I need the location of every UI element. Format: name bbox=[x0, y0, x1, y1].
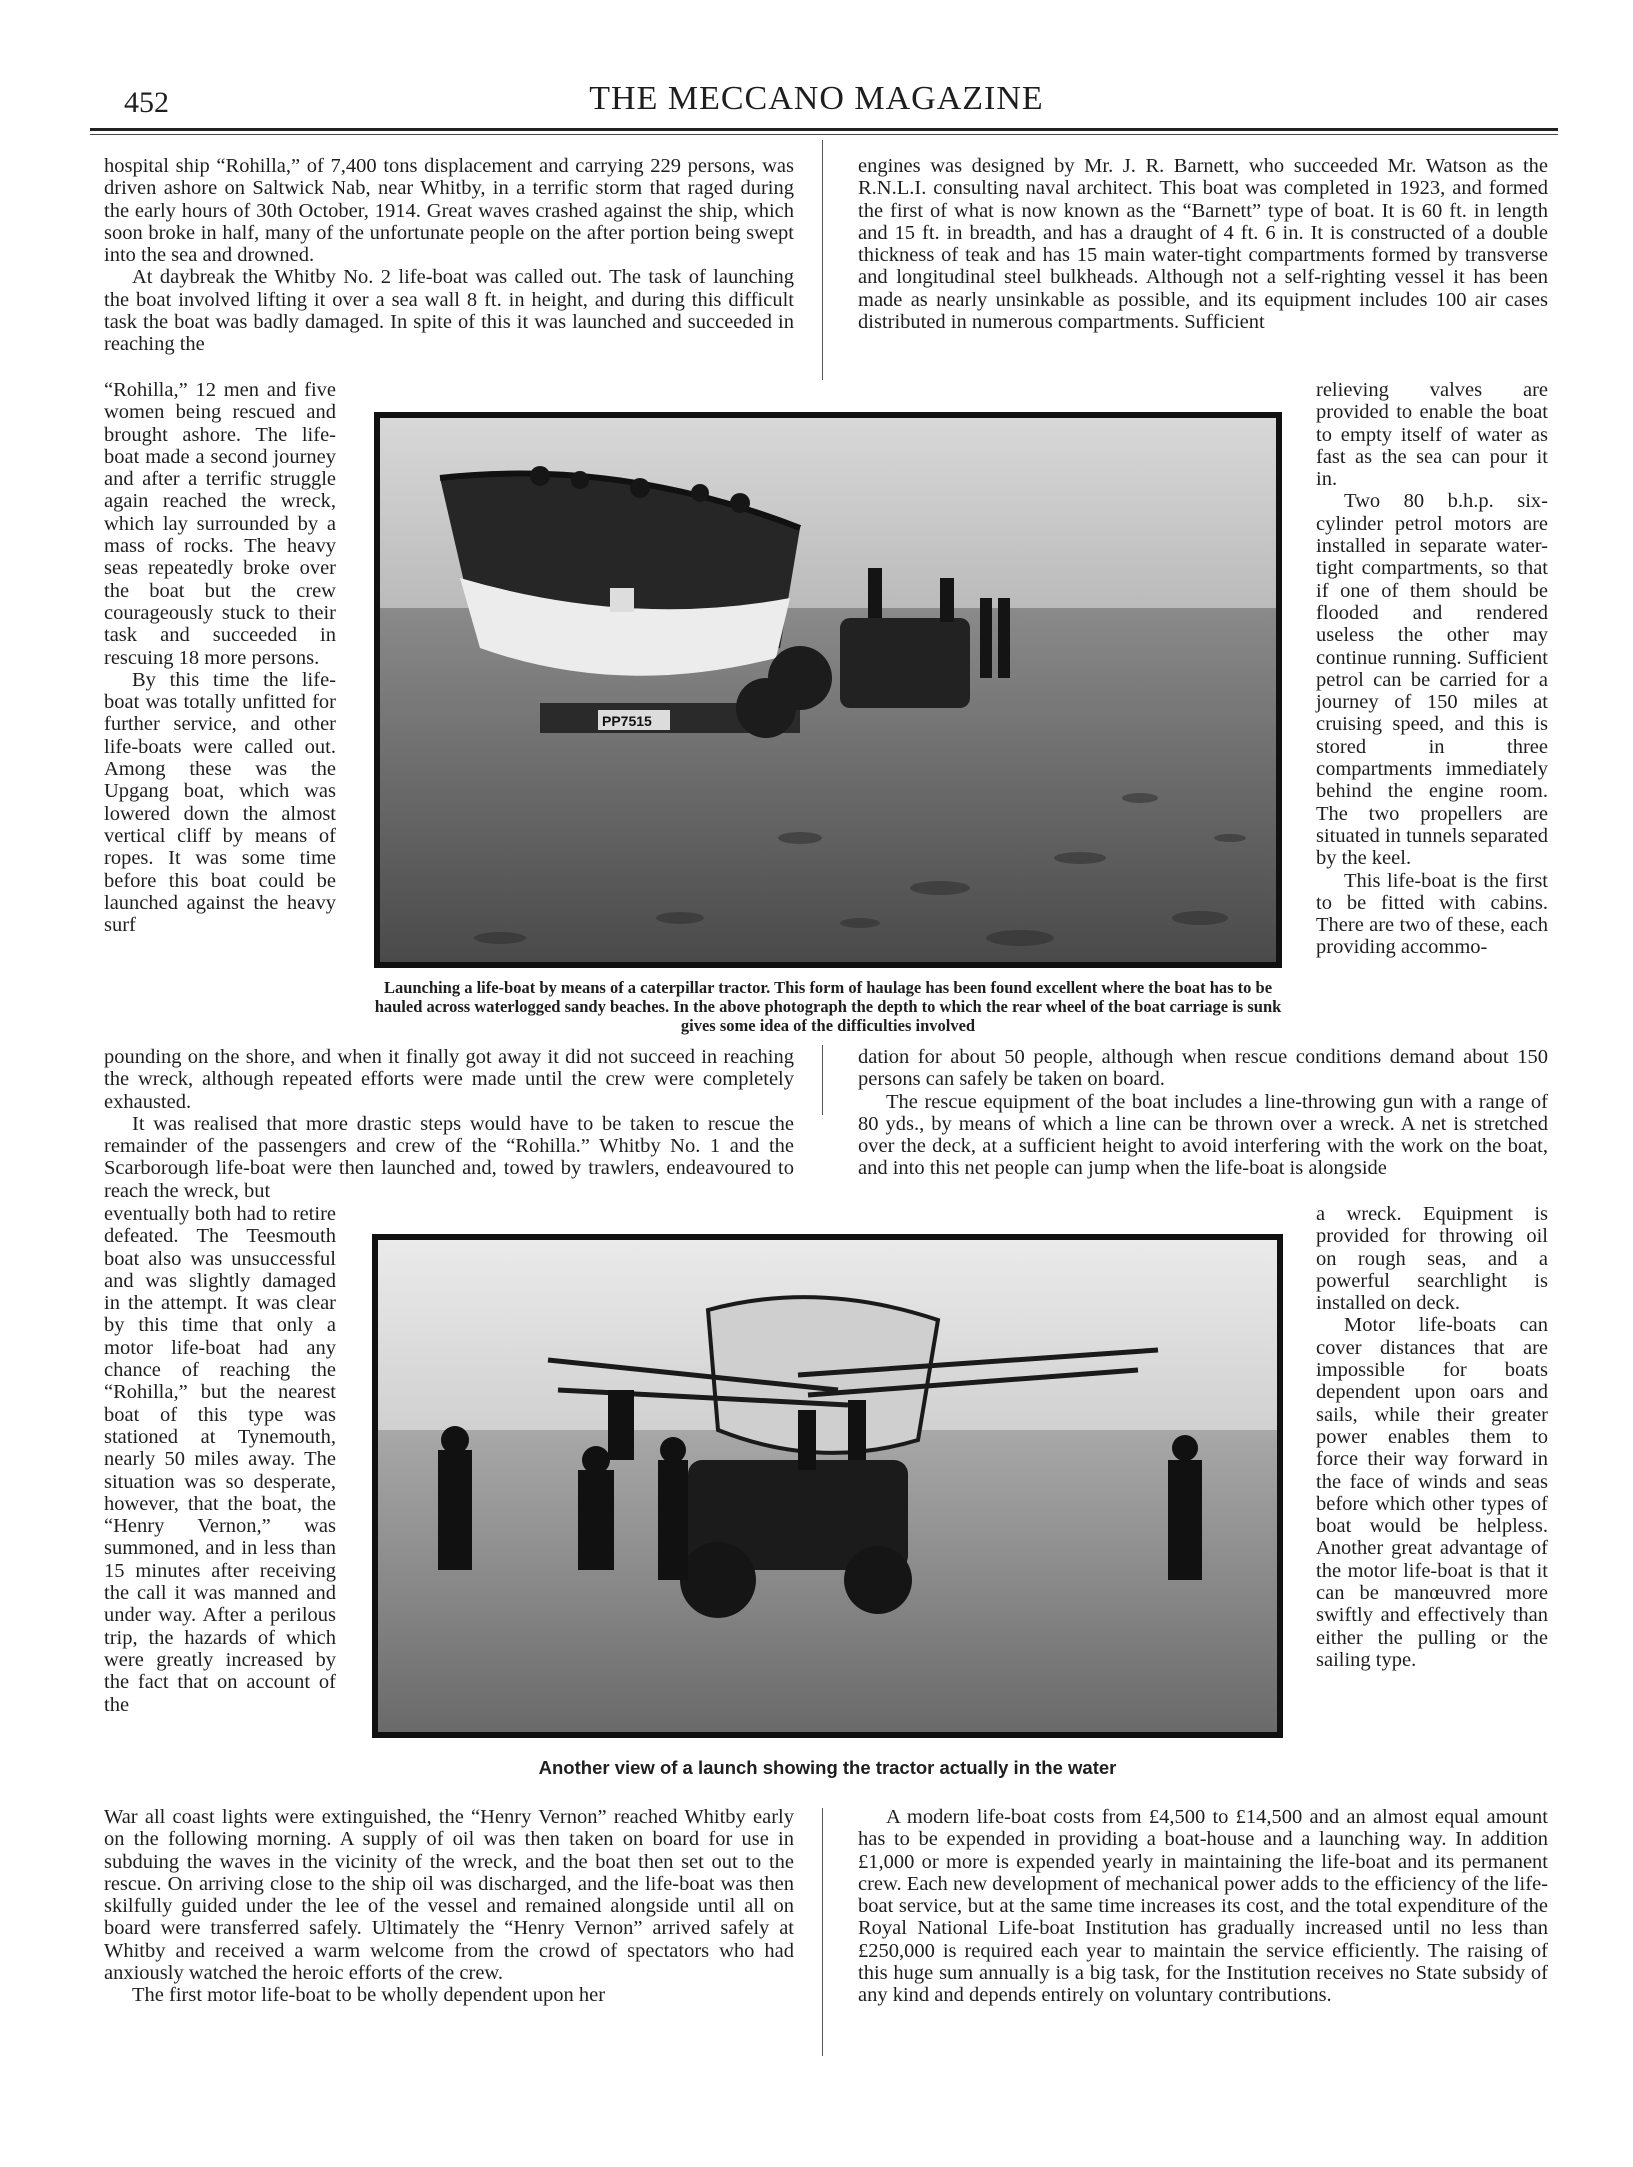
photo-caption-2: Another view of a launch showing the tractor actually in the water bbox=[538, 1757, 1117, 1778]
header-rule bbox=[90, 128, 1558, 131]
paragraph: a wreck. Equipment is provided for throwing oil on rough seas, and a powerful searchlight is installed on deck. bbox=[1316, 1203, 1548, 1315]
left-column-narrow-1 bbox=[104, 379, 336, 936]
paragraph: At daybreak the Whitby No. 2 life-boat was called out. The task of launching the boat involved lifting it over a sea wall 8 ft. in height, and during this difficult task the boat was badly damaged. In spite of this it was launched and succeeded in reaching the bbox=[104, 266, 794, 356]
paragraph: War all coast lights were extinguished, the “Henry Vernon” reached Whitby early on the following morning. A supply of oil was then taken on board for use in subduing the waves in the vicinity of the wreck, and the boat then set out to the rescue. On arriving close to the ship oil was discharged, and the life-boat was then skilfully guided under the lee of the vessel and remained alongside until all on board were transferred safely. Ultimately the “Henry Vernon” arrived safely at Whitby and received a warm welcome from the crowd of spectators who had anxiously watched the heroic efforts of the crew. bbox=[104, 1806, 794, 1985]
paragraph: It was realised that more drastic steps would have to be taken to rescue the remainder of the passengers and crew of the “Rohilla.” Whitby No. 1 and the Scarborough life-boat were then launched and, towed by trawlers, endeavoured to reach the wreck, but bbox=[104, 1112, 794, 1202]
lifeboat-tractor-photo bbox=[374, 412, 1282, 968]
tractor-in-water-photo bbox=[372, 1234, 1283, 1738]
left-column-top bbox=[104, 155, 794, 356]
right-column-narrow-2 bbox=[1316, 1203, 1548, 1671]
paragraph: By this time the life-boat was totally unfitted for further service, and other life-boats were called out. Among these was the Upgang boat, which was lowered down the almost vertical cliff by means of ropes. It was some time before this boat could be launched against the heavy surf bbox=[104, 668, 336, 937]
right-column-bottom bbox=[858, 1806, 1548, 2007]
paragraph: The first motor life-boat to be wholly dependent upon her bbox=[132, 1984, 606, 2007]
column-divider-middle bbox=[822, 1045, 823, 1115]
column-divider-bottom bbox=[822, 1808, 823, 2056]
right-column-middle bbox=[858, 1046, 1548, 1180]
page-number: 452 bbox=[124, 86, 169, 119]
boat-number: PP7515 bbox=[602, 713, 652, 729]
paragraph: pounding on the shore, and when it finally got away it did not succeed in reaching the wreck, although repeated efforts were made until the crew were completely exhausted. bbox=[104, 1046, 794, 1113]
paragraph: A modern life-boat costs from £4,500 to £14,500 and an almost equal amount has to be expended in providing a boat-house and a launching way. In addition £1,000 or more is expended yearly in maintaining the life-boat and its permanent crew. Each new development of mechanical power adds to the efficiency of the life-boat service, but at the same time increases its cost, and the total expenditure of the Royal National Life-boat Institution has gradually increased until no less than £250,000 is required each year to maintain the service efficiently. The raising of this huge sum annually is a big task, for the Institution receives no State subsidy of any kind and depends entirely on voluntary contributions. bbox=[858, 1806, 1548, 2007]
photo-illustration bbox=[378, 1240, 1277, 1732]
paragraph: relieving valves are provided to enable the boat to empty itself of water as fast as the sea can pour it in. bbox=[1316, 379, 1548, 491]
left-column-narrow-2 bbox=[104, 1203, 336, 1716]
paragraph: Motor life-boats can cover distances that are impossible for boats dependent upon oars and sails, while their greater power enables them to force their way forward in the face of winds and seas before which other types of boat would be helpless. Another great advantage of the motor life-boat is that it can be manœuvred more swiftly and effectively than either the pulling or the sailing type. bbox=[1316, 1314, 1548, 1671]
paragraph: The rescue equipment of the boat includes a line-throwing gun with a range of 80 yds., by means of which a line can be thrown over a wreck. A net is stretched over the deck, at a sufficient height to avoid interfering with the work on the boat, and into this net people can jump when the life-boat is alongside bbox=[858, 1090, 1548, 1180]
running-title: THE MECCANO MAGAZINE bbox=[589, 80, 1044, 117]
photo-illustration bbox=[380, 418, 1276, 962]
right-column-top bbox=[858, 155, 1548, 333]
paragraph: Two 80 b.h.p. six-cylinder petrol motors are installed in separate water-tight compartments, so that if one of them should be flooded and rendered useless the other may continue running. Sufficient petrol can be carried for a journey of 150 miles at cruising speed, and this is stored in three compartments immediately behind the engine room. The two propellers are situated in tunnels separated by the keel. bbox=[1316, 490, 1548, 870]
header-rule-thin bbox=[90, 134, 1558, 135]
paragraph: This life-boat is the first to be fitted with cabins. There are two of these, each providing accommo- bbox=[1316, 869, 1548, 959]
photo-caption-1: Launching a life-boat by means of a caterpillar tractor. This form of haulage has been found excellent where the boat has to be hauled across waterlogged sandy beaches. In the above photograph the depth to which the rear wheel of the boat carriage is sunk gives some idea of the difficulties involved bbox=[374, 978, 1282, 1035]
left-column-bottom bbox=[104, 1806, 794, 2007]
paragraph: engines was designed by Mr. J. R. Barnett, who succeeded Mr. Watson as the R.N.L.I. consulting naval architect. This boat was completed in 1923, and formed the first of what is now known as the “Barnett” type of boat. It is 60 ft. in length and 15 ft. in breadth, and has a draught of 4 ft. 6 in. It is constructed of a double thickness of teak and has 15 main water-tight compartments formed by transverse and longitudinal steel bulkheads. Although not a self-righting vessel it has been made as nearly unsinkable as possible, and its equipment includes 100 air cases distributed in numerous compartments. Sufficient bbox=[858, 155, 1548, 334]
paragraph: eventually both had to retire defeated. The Teesmouth boat also was unsuccessful and was slightly damaged in the attempt. It was clear by this time that only a motor life-boat had any chance of reaching the “Rohilla,” but the nearest boat of this type was stationed at Tynemouth, nearly 50 miles away. The situation was so desperate, however, that the boat, the “Henry Vernon,” was summoned, and in less than 15 minutes after receiving the call it was manned and under way. After a perilous trip, the hazards of which were greatly increased by the fact that on account of the bbox=[104, 1203, 336, 1716]
paragraph: dation for about 50 people, although when rescue conditions demand about 150 persons can safely be taken on board. bbox=[858, 1046, 1548, 1091]
right-column-narrow-1 bbox=[1316, 379, 1548, 959]
left-column-middle bbox=[104, 1046, 794, 1202]
paragraph: hospital ship “Rohilla,” of 7,400 tons displacement and carrying 229 persons, was driven ashore on Saltwick Nab, near Whitby, in a terrific storm that raged during the early hours of 30th October, 1914. Great waves crashed against the ship, which soon broke in half, many of the unfortunate people on the after portion being swept into the sea and drowned. bbox=[104, 155, 794, 267]
column-divider-top bbox=[822, 140, 823, 380]
paragraph: “Rohilla,” 12 men and five women being rescued and brought ashore. The life-boat made a second journey and after a terrific struggle again reached the wreck, which lay surrounded by a mass of rocks. The heavy seas repeatedly broke over the boat but the crew courageously stuck to their task and succeeded in rescuing 18 more persons. bbox=[104, 379, 336, 669]
